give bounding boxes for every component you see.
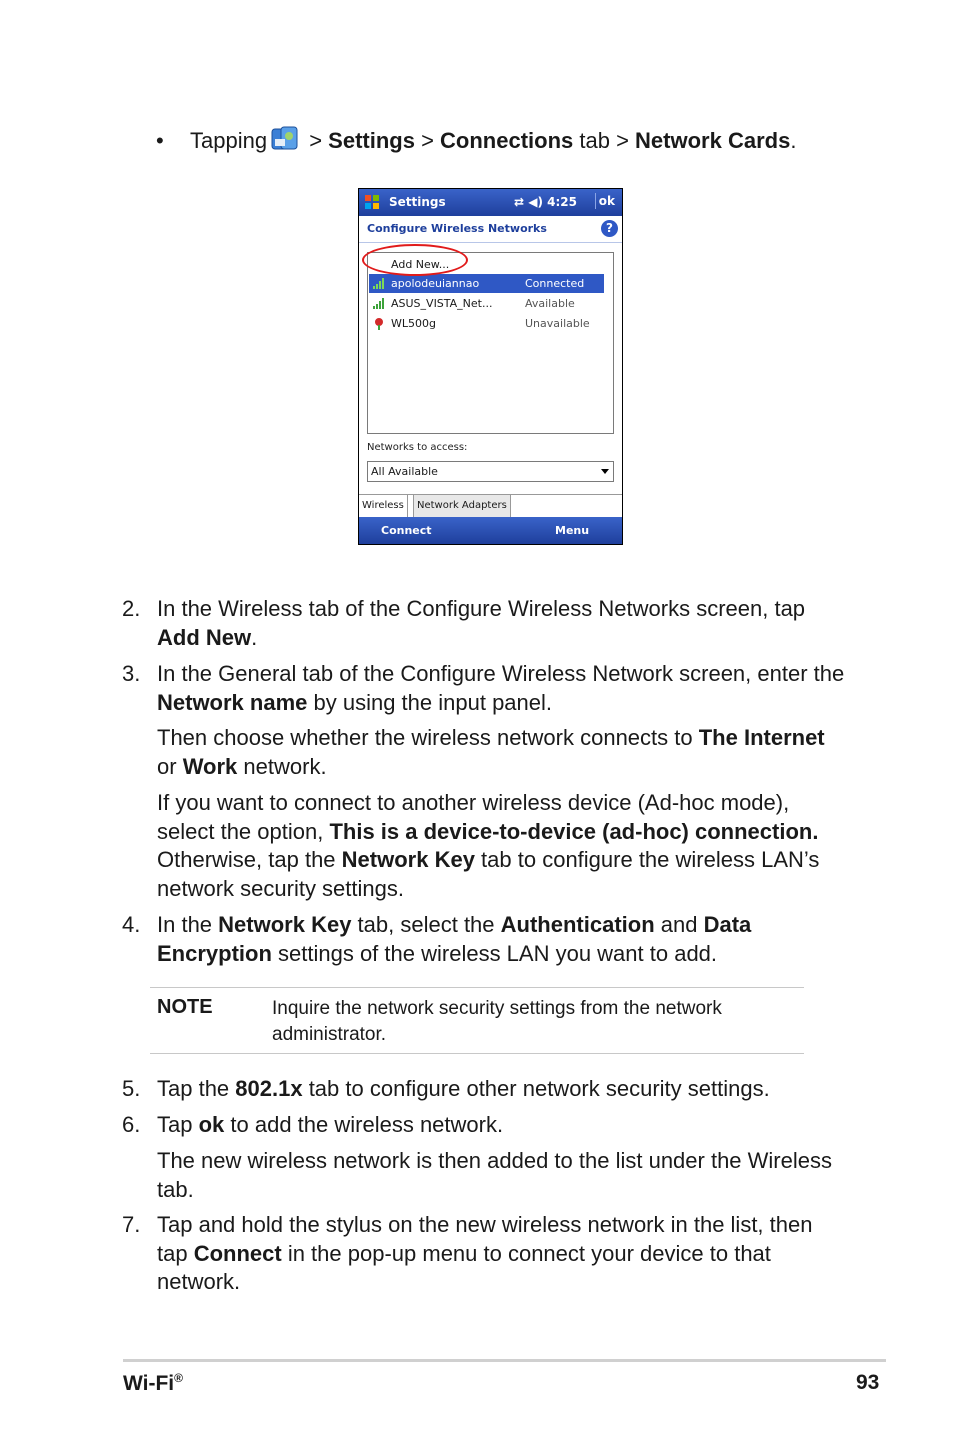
windows-logo-icon — [364, 194, 380, 210]
step-number: 6. — [122, 1112, 141, 1137]
step-6-paragraph: The new wireless network is then added to the list under the Wireless tab. — [157, 1148, 832, 1202]
note-text: Inquire the network security settings from the network administrator. — [272, 998, 722, 1045]
connectivity-icon: ⇄ — [514, 195, 525, 209]
ok-button[interactable]: ok — [595, 193, 618, 209]
step-number: 7. — [122, 1212, 141, 1237]
footer-rule — [123, 1359, 886, 1362]
step-3-paragraph: Then choose whether the wireless network connects to The Internet or Work network. — [157, 725, 825, 779]
bullet-mark: • — [156, 128, 164, 153]
phone-title-bar — [359, 189, 622, 216]
page-number: 93 — [856, 1371, 880, 1394]
start-icon — [271, 126, 299, 152]
step-text: Tap and hold the stylus on the new wireless network in the list, then tap Connect in the pop-up menu to connect your device to that network. — [157, 1212, 813, 1294]
add-new-item[interactable]: Add New... — [391, 258, 450, 271]
step-text: In the General tab of the Configure Wireless Network screen, enter the Network name by using the input panel. — [157, 661, 845, 715]
network-item[interactable]: WL500g Unavailable — [369, 314, 604, 333]
tab-network-adapters[interactable]: Network Adapters — [413, 495, 511, 518]
screen-heading: Configure Wireless Networks — [367, 222, 547, 235]
highlight-circle — [362, 244, 468, 276]
tab-wireless[interactable]: Wireless — [359, 495, 408, 517]
signal-icon — [372, 277, 386, 290]
note-label: NOTE — [157, 996, 213, 1018]
help-icon[interactable]: ? — [601, 220, 618, 237]
softkey-bar — [359, 517, 622, 544]
signal-icon — [372, 297, 386, 310]
step-number: 3. — [122, 661, 141, 686]
network-item[interactable]: apolodeuiannao Connected — [369, 274, 604, 293]
step-text: Tap ok to add the wireless network. — [157, 1112, 504, 1137]
note-divider — [150, 987, 804, 988]
menu-softkey[interactable]: Menu — [555, 524, 590, 537]
status-area — [514, 195, 577, 209]
unavailable-icon — [372, 317, 386, 330]
step-number: 4. — [122, 912, 141, 937]
phone-title: Settings — [389, 195, 446, 209]
step-text: In the Network Key tab, select the Authentication and Data Encryption settings of the wireless LAN you want to add. — [157, 912, 752, 966]
phone-header — [359, 216, 622, 243]
access-label: Networks to access: — [367, 442, 468, 453]
step-number: 2. — [122, 596, 141, 621]
step-text: In the Wireless tab of the Configure Wireless Networks screen, tap Add New. — [157, 596, 806, 650]
dropdown-arrow-icon — [601, 469, 609, 474]
volume-icon: ◀) — [528, 195, 543, 209]
phone-screenshot — [358, 188, 623, 545]
step-text: Tap the 802.1x tab to configure other network security settings. — [157, 1076, 770, 1101]
connect-softkey[interactable]: Connect — [381, 524, 432, 537]
footer-section: Wi-Fi® — [123, 1371, 183, 1395]
network-list[interactable] — [367, 252, 614, 434]
access-select[interactable]: All Available — [367, 461, 614, 482]
intro-text: Tapping > Settings > Connections tab > Network Cards. — [190, 128, 797, 153]
note-divider — [150, 1053, 804, 1054]
clock: 4:25 — [547, 195, 578, 209]
network-item[interactable]: ASUS_VISTA_Net... Available — [369, 294, 604, 313]
step-3-paragraph: If you want to connect to another wireless device (Ad-hoc mode), select the option, This is a device-to-device (ad-hoc) connection. Otherwise, tap the Network Key tab to configure the wireless LAN’s network security settings. — [157, 790, 820, 901]
phone-tabs — [359, 494, 622, 518]
step-number: 5. — [122, 1076, 141, 1101]
